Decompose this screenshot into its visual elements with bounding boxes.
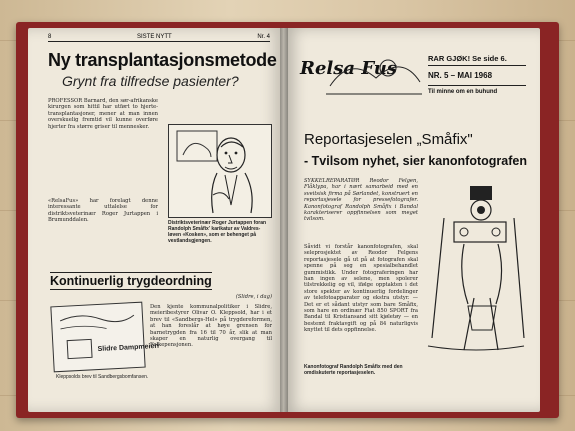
right-page xyxy=(284,28,540,412)
left-lead-text: PROFESSOR Barnard, den sør-afrikanske kirurgen som hittil har utført to hjerte-transplantasjoner, mener at man innen overskuelig fremtid vil kunne overføre hjerter fra større griser til mennesker. xyxy=(48,98,158,130)
book-gutter xyxy=(280,28,288,412)
right-subheadline: - Tvilsom nyhet, sier kanonfotografen xyxy=(304,154,527,168)
right-body-text: Såvidt vi forstår kanonfotografen, skal seleprosjektet av Reodor Felgens reportasjesele gå ut på at fotografen skal spenne på seg en spesialbehandlet gummistikk. Under fotograferingen har han ingen av selene, men spolerer tilstrekkelig og vil, ifølge opptakten i det store spekter av kontinuerlig fordelinger av telefotoapparater og ekstra utstyr. — Det er et sådant utstyr som bare Småfix, som hare en ordinær Fiat 850 SPORT fra Bandal til Kristiansand sitt kjøletøy — en bestemt fraktavgift og på 84 naturligvis knyttet til dets oppfinnelse. xyxy=(304,244,418,334)
issue-ref: Nr. 4 xyxy=(257,34,270,40)
box-line1: RAR GJØK! Se side 6. xyxy=(428,52,526,66)
left-subheadline: Grynt fra tilfredse pasienter? xyxy=(62,73,239,89)
box-line2: NR. 5 – MAI 1968 xyxy=(428,66,526,86)
section-headline: Kontinuerlig trygdeordning xyxy=(50,274,212,288)
running-title: SISTE NYTT xyxy=(137,34,172,40)
issue-box xyxy=(428,52,526,106)
right-lead-text: SYKKELREPARATØR Reodor Felgen, Flåklypa, har i nært samarbeid med en sveitsisk firma på Sørlandet, konstruert en reportasjesele for pressefotografer. Kanonfotograf Randolph Småfix i Bandal karakteriserer oppfinnelsen som meget tvilsom. xyxy=(304,178,418,223)
box-line3: Til minne om en buhund xyxy=(428,89,498,95)
left-caption: Distriktsveterinær Roger Jurtappen foran Randolph Småfix' karikatur av Valdres-løven «Kosken», som er behenget på vestlandsgjengen. xyxy=(168,220,267,244)
right-headline: Reportasjeselen „Småfix" xyxy=(304,131,473,148)
left-running-head xyxy=(48,34,270,42)
section-text: Den kjente kommunalpolitiker i Slidre, meieribestyrer Olivar O. Kleppsold, har i et brev til «Sandbergs-Hel» på trygdereformen, at han foreslår at høye grensen for barnetrygden fra 16 til 70 år, slik at man skaper en naturlig overgang til Folkepensjonen. xyxy=(150,304,272,349)
open-book xyxy=(16,14,559,418)
page-number: 8 xyxy=(48,34,52,40)
left-second-text: «RelsaFus» har forelagt denne interessante uttalelse for distriktsveterinær Roger Jurtappen i Brumunddalen. xyxy=(48,198,158,224)
caricature-illustration xyxy=(168,124,272,218)
letter-illustration xyxy=(50,302,160,373)
man-caricature-icon xyxy=(169,125,271,217)
logo-ornament-icon xyxy=(324,46,424,106)
photographer-illustration xyxy=(424,178,528,358)
left-page xyxy=(28,28,284,412)
letter-caption: Kleppsolds brev til Sandbergsbomfansen. xyxy=(56,374,149,380)
logo-text: Relsa Fus xyxy=(300,58,397,79)
dateline: (Slidre, i dag) xyxy=(235,294,272,300)
stamp-text: Slidre Dampmeieri xyxy=(97,342,160,354)
left-headline: Ny transplantasjonsmetode xyxy=(48,50,277,70)
right-caption: Kanonfotograf Randolph Småfix med den omdiskuterte reportasjeselen. xyxy=(304,364,403,376)
letter-icon xyxy=(51,303,160,372)
